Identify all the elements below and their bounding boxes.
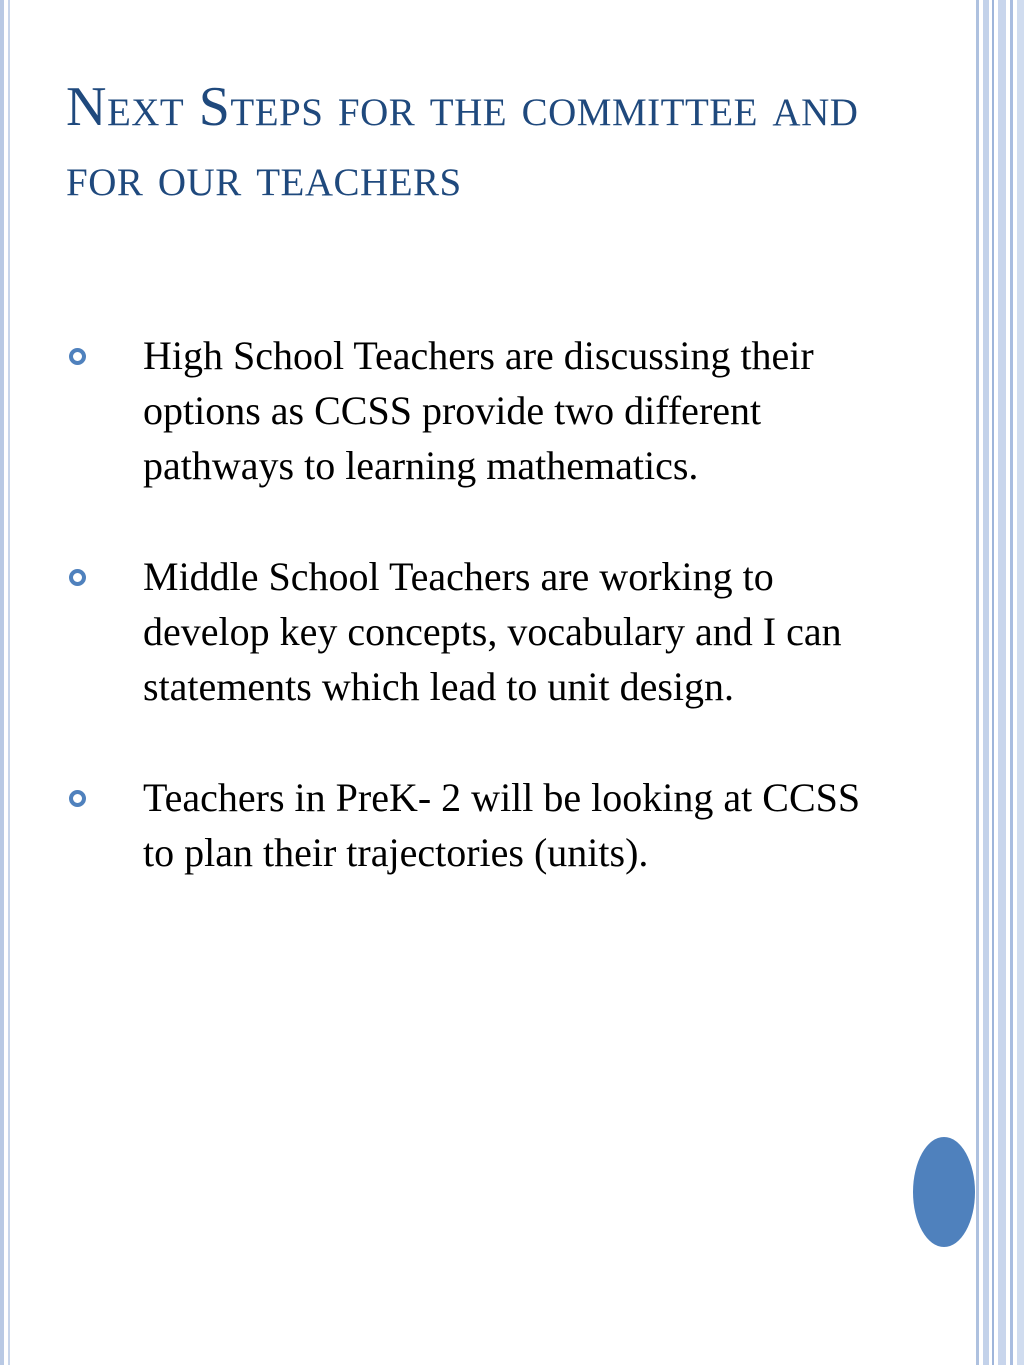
right-stripe	[1010, 0, 1013, 1365]
bullet-circle-icon	[69, 790, 86, 807]
bullet-text: High School Teachers are discussing their options as CCSS provide two different pathways to learning mathematics.	[143, 333, 814, 488]
right-stripe	[992, 0, 994, 1365]
slide-title: Next Steps for the committee and for our teachers	[66, 76, 859, 208]
bullet-circle-icon	[69, 348, 86, 365]
decorative-oval	[913, 1137, 975, 1247]
bullet-text: Teachers in PreK- 2 will be looking at CCSS to plan their trajectories (units).	[143, 775, 861, 875]
bullet-circle-icon	[69, 569, 86, 586]
bullet-list	[66, 328, 886, 936]
bullet-item	[66, 328, 886, 493]
left-border-line	[0, 0, 4, 1365]
right-stripe	[983, 0, 989, 1365]
right-stripe	[976, 0, 979, 1365]
right-stripe	[1017, 0, 1024, 1365]
bullet-item	[66, 770, 886, 880]
bullet-text: Middle School Teachers are working to develop key concepts, vocabulary and I can statements which lead to unit design.	[143, 554, 842, 709]
left-border-line-inner	[8, 0, 10, 1365]
bullet-item	[66, 549, 886, 714]
right-stripe	[998, 0, 1006, 1365]
